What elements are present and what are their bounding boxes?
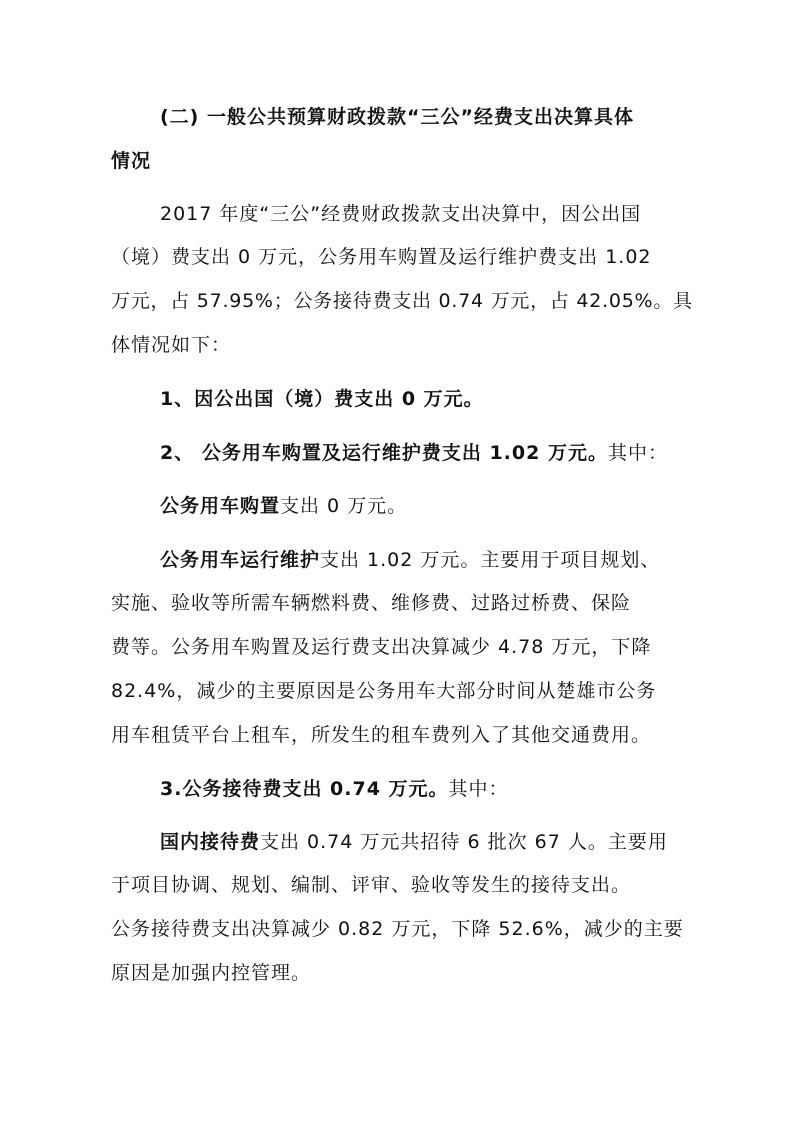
item3-heading-tail: 其中：: [448, 778, 509, 800]
item3-line2: 于项目协调、规划、编制、评审、验收等发生的接待支出。: [111, 874, 632, 896]
item2-ops-bold: 公务用车运行维护: [160, 549, 321, 571]
item2-ops-line4: 82.4%，减少的主要原因是公务用车大部分时间从楚雄市公务: [111, 680, 657, 702]
item3-heading-line: [160, 776, 509, 802]
item3-domestic-bold: 国内接待费: [160, 831, 261, 853]
item3-line4: 原因是加强内控管理。: [111, 962, 312, 984]
item2-heading-tail: 其中：: [607, 442, 668, 464]
section-heading-line1: (二) 一般公共预算财政拨款“三公”经费支出决算具体: [160, 106, 634, 128]
intro-line1: 2017 年度“三公”经费财政拨款支出决算中，因公出国: [160, 203, 642, 225]
section-heading-line2: 情况: [111, 150, 152, 172]
item2-heading: 2、 公务用车购置及运行维护费支出 1.02 万元。: [160, 442, 608, 464]
item3-line1: [160, 829, 668, 855]
item1-text: 1、因公出国（境）费支出 0 万元。: [160, 388, 484, 410]
item2-ops-line1: [160, 547, 660, 573]
item2-ops-line1-rest: 支出 1.02 万元。主要用于项目规划、: [320, 549, 661, 571]
item2-ops-line5: 用车租赁平台上租车，所发生的租车费列入了其他交通费用。: [111, 724, 652, 746]
item3-heading: 3.公务接待费支出 0.74 万元。: [160, 778, 449, 800]
intro-line3: 万元，占 57.95%；公务接待费支出 0.74 万元，占 42.05%。具: [111, 290, 693, 312]
item3-line1-rest: 支出 0.74 万元共招待 6 批次 67 人。主要用: [260, 831, 668, 853]
item2-purchase-bold: 公务用车购置: [160, 495, 281, 517]
item3-line3: 公务接待费支出决算减少 0.82 万元，下降 52.6%，减少的主要: [111, 918, 684, 940]
intro-line4: 体情况如下：: [111, 334, 232, 356]
intro-line2: （境）费支出 0 万元，公务用车购置及运行维护费支出 1.02: [111, 246, 652, 268]
item2-ops-line2: 实施、验收等所需车辆燃料费、维修费、过路过桥费、保险: [111, 592, 632, 614]
item2-purchase-rest: 支出 0 万元。: [280, 495, 408, 517]
item2-ops-line3: 费等。公务用车购置及运行费支出决算减少 4.78 万元，下降: [111, 636, 652, 658]
item2-purchase-line: [160, 493, 407, 519]
item2-heading-line: [160, 440, 668, 466]
